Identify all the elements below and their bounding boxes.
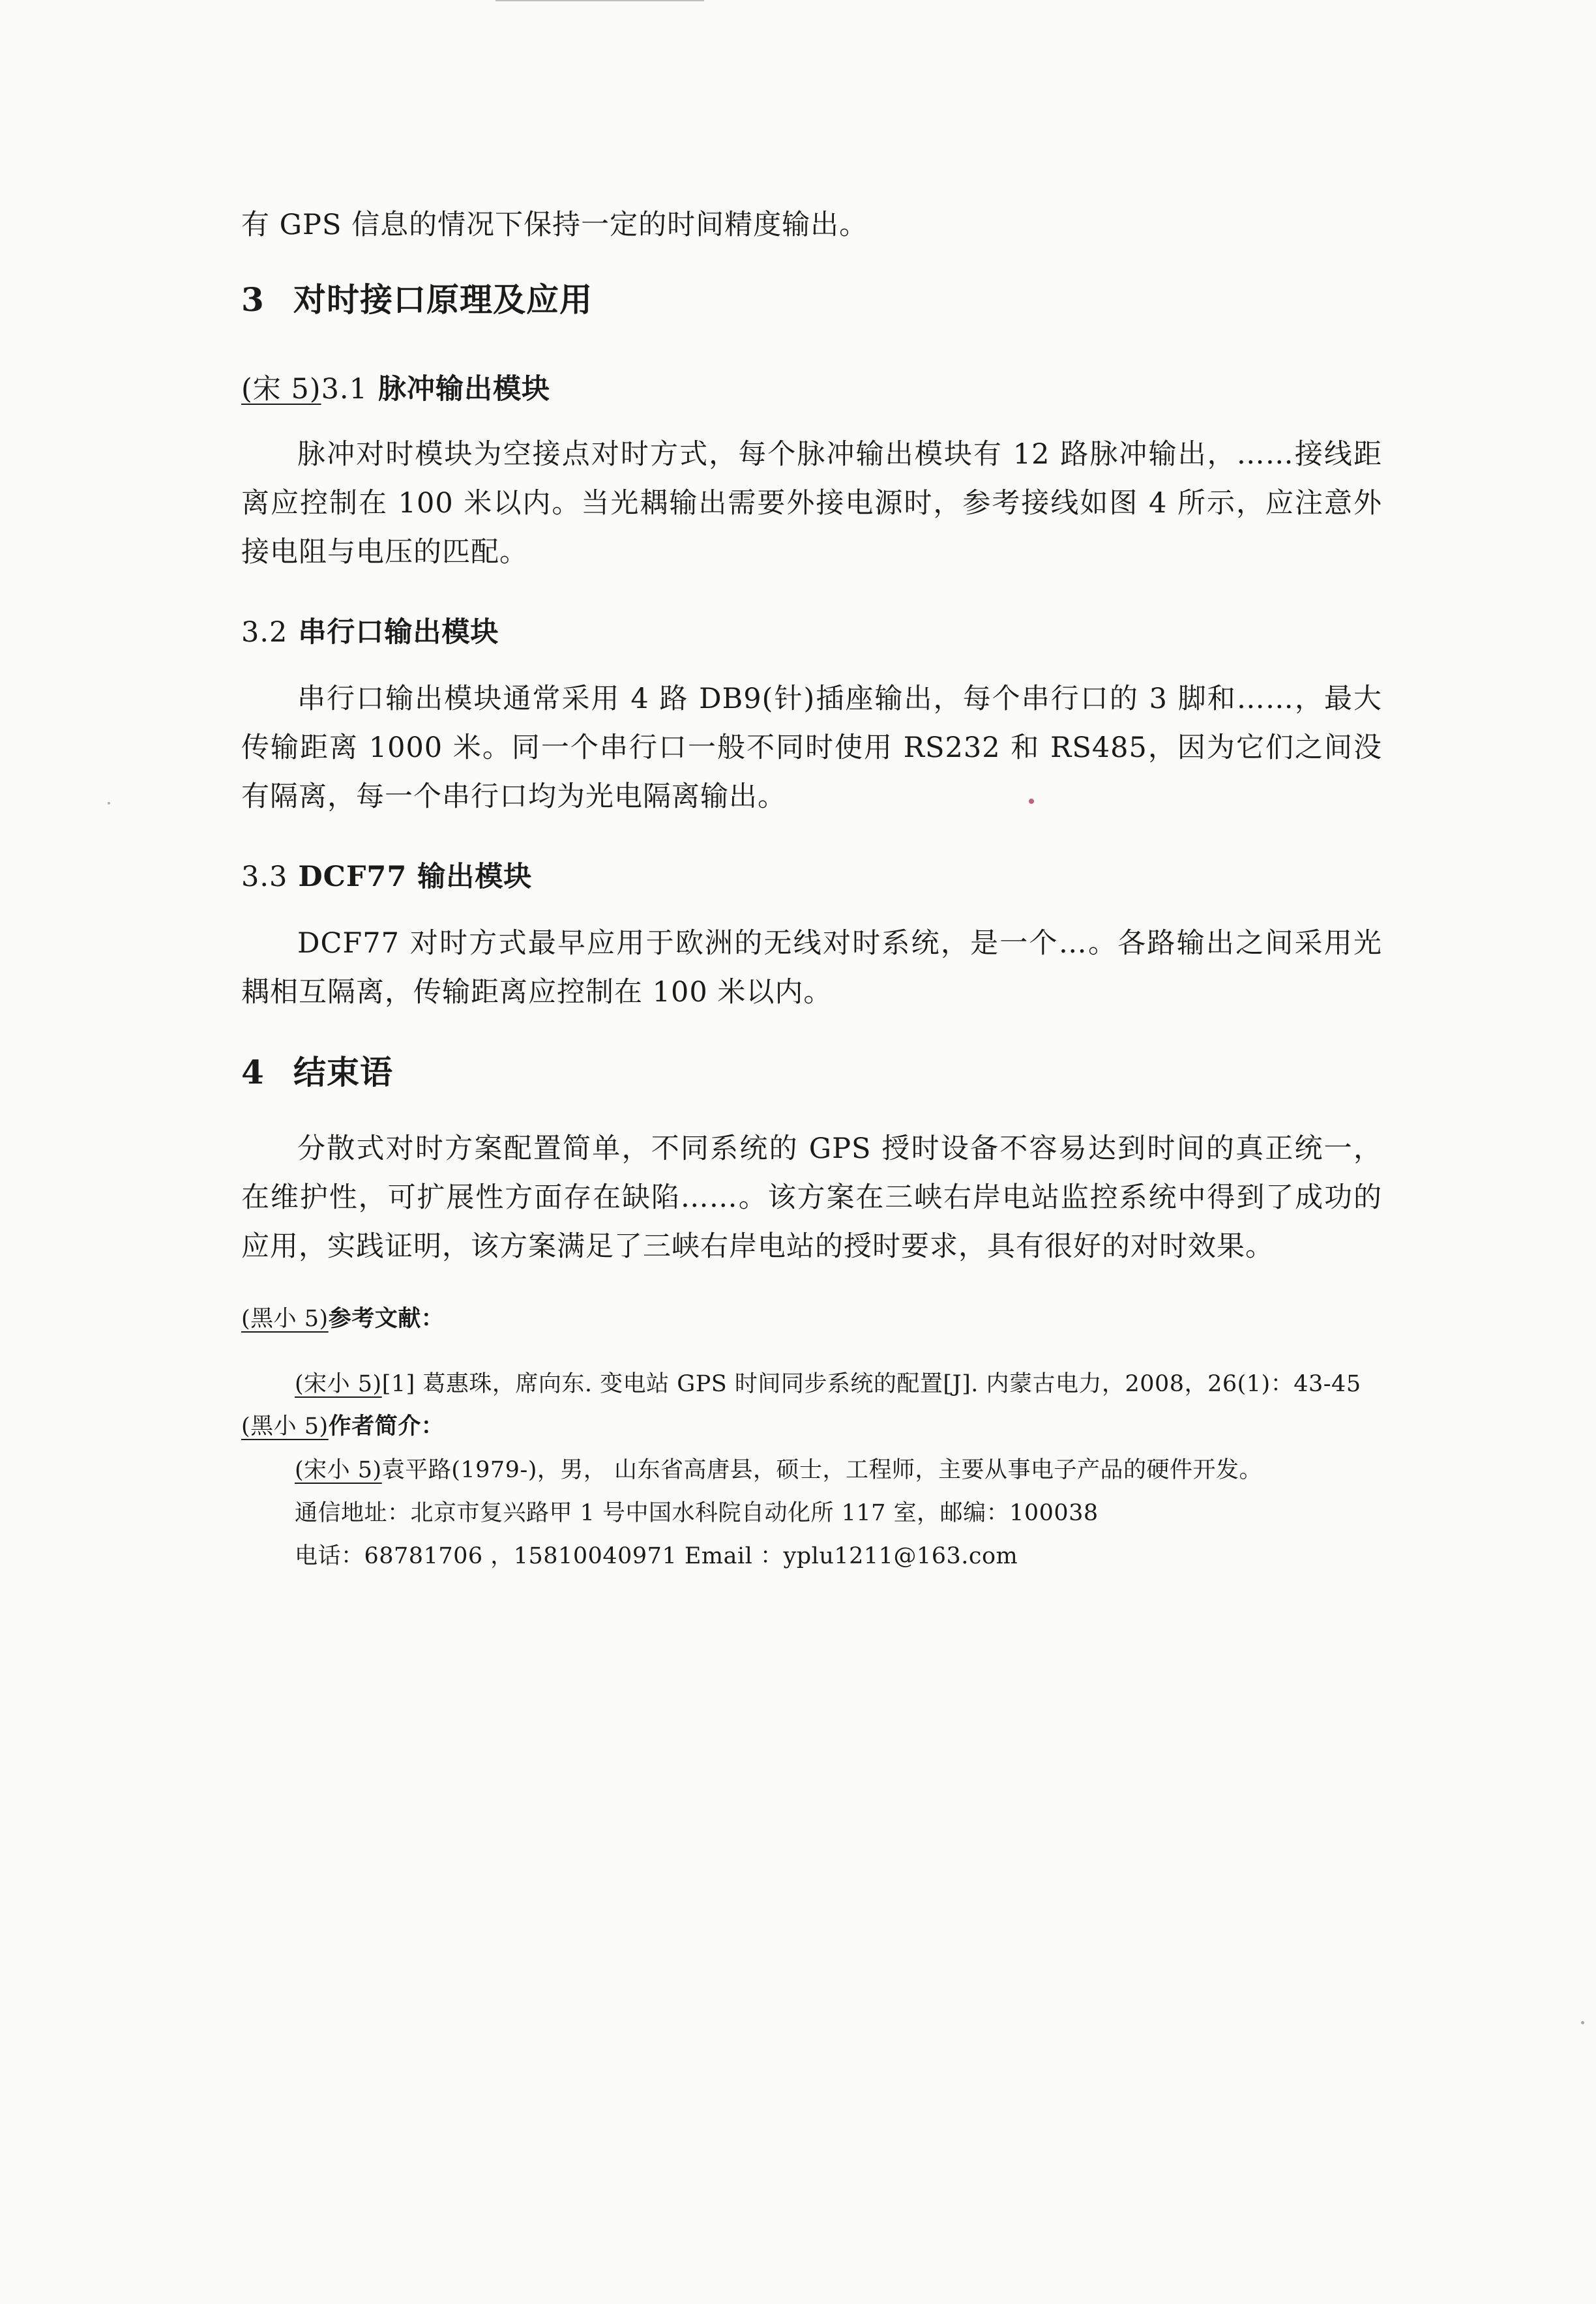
section-3-2-heading xyxy=(241,615,1382,650)
references-title: 参考文献： xyxy=(328,1306,445,1332)
section-4-number: 4 xyxy=(241,1053,265,1091)
reference-text: [1] 葛惠珠，席向东. 变电站 GPS 时间同步系统的配置[J]. 内蒙古电力，2008，26(1)：43-45 xyxy=(381,1371,1361,1397)
author-bio-text: 袁平路(1979-)，男， 山东省高唐县，硕士，工程师，主要从事电子产品的硬件开发。 xyxy=(381,1457,1263,1483)
author-address: 通信地址：北京市复兴路甲 1 号中国水科院自动化所 117 室，邮编：100038 xyxy=(295,1500,1099,1526)
references-heading xyxy=(241,1297,1382,1340)
section-3-3-title: DCF77 输出模块 xyxy=(298,861,533,893)
section-3-1-title: 脉冲输出模块 xyxy=(377,373,550,406)
section-3-number: 3 xyxy=(241,280,265,319)
section-3-1-heading xyxy=(241,372,1382,407)
scan-edge-line xyxy=(495,0,704,1)
author-bio xyxy=(241,1449,1436,1492)
section-4-title: 结束语 xyxy=(293,1053,393,1091)
author-heading xyxy=(241,1405,1382,1448)
section-3-3-number: 3.3 xyxy=(241,861,288,893)
reference-item xyxy=(241,1363,1436,1406)
section-3-1-body: 脉冲对时模块为空接点对时方式，每个脉冲输出模块有 12 路脉冲输出，……接线距离应控制在 100 米以内。当光耦输出需要外接电源时，参考接线如图 4 所示，应注意外接电阻与电压的匹配。 xyxy=(241,438,1382,569)
author-title: 作者简介： xyxy=(328,1413,445,1440)
font-mark: (黑小 5) xyxy=(241,1413,329,1440)
scan-speck xyxy=(108,802,110,805)
font-mark: (宋 5) xyxy=(241,373,321,406)
author-contact: 电话：68781706 ，15810040971 Email ：yplu1211@163.com xyxy=(295,1543,1018,1569)
section-4-body: 分散式对时方案配置简单，不同系统的 GPS 授时设备不容易达到时间的真正统一，在维护性，可扩展性方面存在缺陷……。该方案在三峡右岸电站监控系统中得到了成功的应用，实践证明，该方案满足了三峡右岸电站的授时要求，具有很好的对时效果。 xyxy=(241,1132,1382,1263)
section-3-title: 对时接口原理及应用 xyxy=(293,280,593,319)
font-mark: (宋小 5) xyxy=(295,1371,382,1397)
section-3-2-title: 串行口输出模块 xyxy=(298,616,499,649)
section-3-1-number: 3.1 xyxy=(321,373,368,406)
section-3-2-number: 3.2 xyxy=(241,616,288,649)
section-3-3-body: DCF77 对时方式最早应用于欧洲的无线对时系统，是一个…。各路输出之间采用光耦相互隔离，传输距离应控制在 100 米以内。 xyxy=(241,927,1382,1009)
section-4-heading xyxy=(241,1053,1382,1092)
font-mark: (宋小 5) xyxy=(295,1457,382,1483)
intro-line: 有 GPS 信息的情况下保持一定的时间精度输出。 xyxy=(241,209,868,241)
scan-speck xyxy=(1581,2021,1584,2024)
scan-speck xyxy=(1029,799,1034,804)
section-3-3-heading xyxy=(241,859,1382,894)
font-mark: (黑小 5) xyxy=(241,1306,329,1332)
section-3-2-body: 串行口输出模块通常采用 4 路 DB9(针)插座输出，每个串行口的 3 脚和……，最大传输距离 1000 米。同一个串行口一般不同时使用 RS232 和 RS485，因为它们之间没有隔离，每一个串行口均为光电隔离输出。 xyxy=(241,683,1382,813)
section-3-heading xyxy=(241,280,1382,319)
